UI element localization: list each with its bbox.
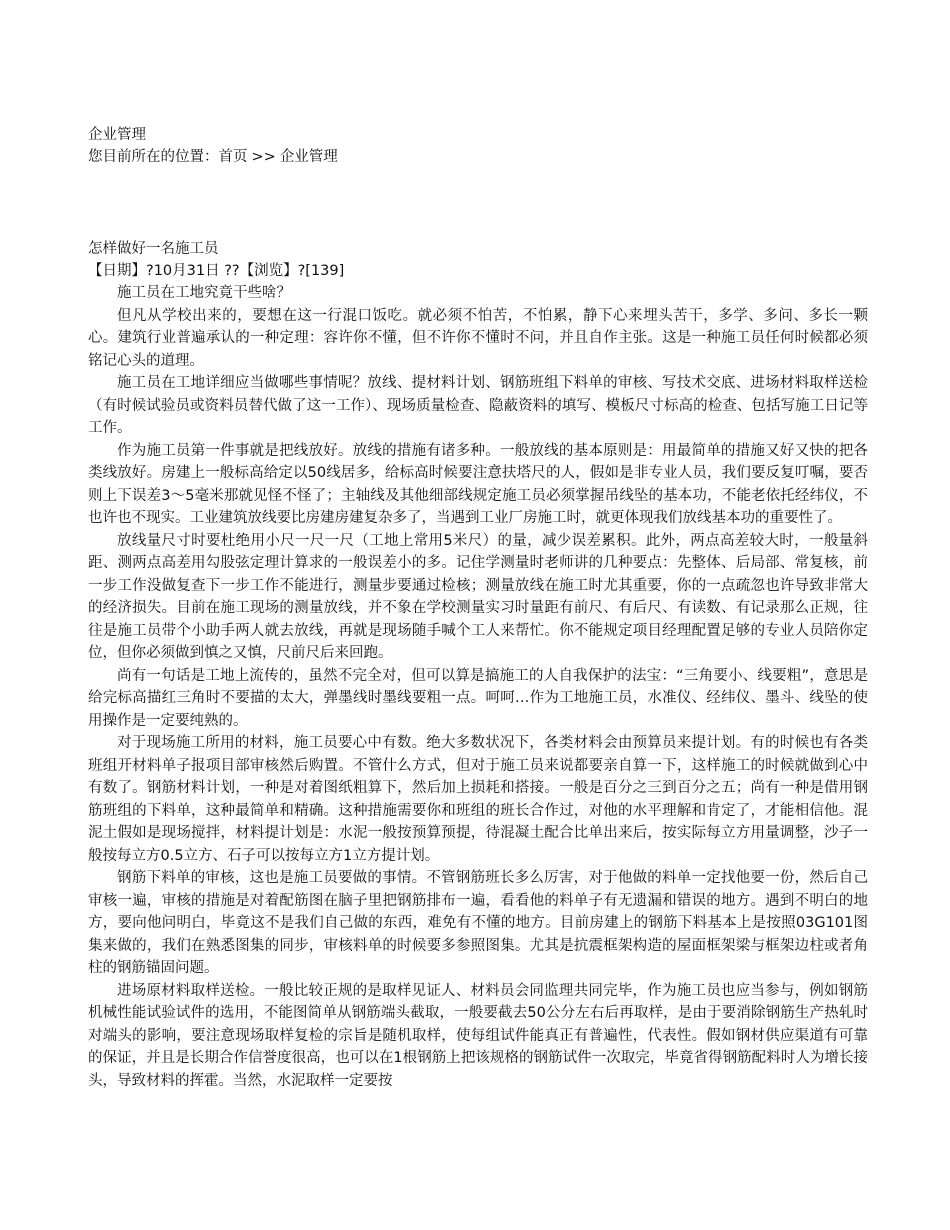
article-title: 怎样做好一名施工员 [88, 241, 219, 257]
article-paragraph: 施工员在工地究竟干些啥？ [117, 285, 291, 301]
breadcrumb-separator: >> [251, 149, 276, 165]
breadcrumb-current-link[interactable]: 企业管理 [279, 149, 338, 165]
article-paragraph: 钢筋下料单的审核，这也是施工员要做的事情。不管钢筋班长多么厉害，对于他做的料单一定找他要一份，然后自己审核一遍，审核的措施是对着配筋图在脑子里把钢筋排布一遍，看看他的料单子有无遗漏和错误的地方。遇到不明白的地方，要向他问明白，毕竟这不是我们自己做的东西，难免有不懂的地方。目前房建上的钢筋下料基本上是按照03G101图集来做的，我们在熟悉图集的同步，审核料单的时候要多参照图集。尤其是抗震框架构造的屋面框架梁与框架边柱或者角柱的钢筋锚固问题。 [88, 870, 868, 976]
article-paragraph: 但凡从学校出来的，要想在这一行混口饭吃。就必须不怕苦，不怕累，静下心来埋头苦干，多学、多问、多长一颗心。建筑行业普遍承认的一种定理：容许你不懂，但不许你不懂时不问，并且自作主张。这是一种施工员任何时候都必须铭记心头的道理。 [88, 307, 868, 369]
article-paragraph: 对于现场施工所用的材料，施工员要心中有数。绝大多数状况下，各类材料会由预算员来提计划。有的时候也有各类班组开材料单子报项目部审核然后购置。不管什么方式，但对于施工员来说都要亲自算一下，这样施工的时候就做到心中有数了。钢筋材料计划，一种是对着图纸粗算下，然后加上损耗和搭接。一般是百分之三到百分之五；尚有一种是借用钢筋班组的下料单，这种最简单和精确。这种措施需要你和班组的班长合作过，对他的水平理解和肯定了，才能相信他。混泥土假如是现场搅拌，材料提计划是：水泥一般按预算预提，待混凝土配合比单出来后，按实际每立方用量调整，沙子一般按每立方0.5立方、石子可以按每立方1立方提计划。 [88, 735, 868, 864]
article-paragraph: 进场原材料取样送检。一般比较正规的是取样见证人、材料员会同监理共同完毕，作为施工员也应当参与，例如钢筋机械性能试验试件的选用，不能图简单从钢筋端头截取，一般要截去50公分左右后再取样，是由于要消除钢筋生产热轧时对端头的影响，要注意现场取样复检的宗旨是随机取样，使每组试件能真正有普遍性，代表性。假如钢材供应渠道有可靠的保证，并且是长期合作信誉度很高，也可以在1根钢筋上把该规格的钢筋试件一次取完，毕竟省得钢筋配料时人为增长接头，导致材料的挥霍。当然，水泥取样一定要按 [88, 982, 868, 1089]
page-header [88, 124, 868, 168]
page-content [88, 124, 868, 1092]
article-meta: 【日期】?10月31日 ??【浏览】?[139] [88, 263, 345, 279]
article-paragraph: 尚有一句话是工地上流传的，虽然不完全对，但可以算是搞施工的人自我保护的法宝：“三角要小、线要粗”，意思是给完标高描红三角时不要描的太大，弹墨线时墨线要粗一点。呵呵…作为工地施工员，水准仪、经纬仪、墨斗、线坠的使用操作是一定要纯熟的。 [88, 667, 868, 729]
article [88, 238, 868, 1092]
article-paragraph: 放线量尺寸时要杜绝用小尺一尺一尺（工地上常用5米尺）的量，减少误差累积。此外，两点高差较大时，一般量斜距、测两点高差用勾股弦定理计算求的一般误差小的多。记住学测量时老师讲的几种要点：先整体、后局部、常复核，前一步工作没做复查下一步工作不能进行，测量步要通过检核；测量放线在施工时尤其重要，你的一点疏忽也许导致非常大的经济损失。目前在施工现场的测量放线，并不象在学校测量实习时量距有前尺、有后尺、有读数、有记录那么正规，往往是施工员带个小助手两人就去放线，再就是现场随手喊个工人来帮忙。你不能规定项目经理配置足够的专业人员陪你定位，但你必须做到慎之又慎，尺前尺后来回跑。 [88, 532, 868, 661]
breadcrumb-prefix: 您目前所在的位置： [88, 149, 219, 165]
section-title: 企业管理 [88, 127, 146, 143]
article-paragraph: 施工员在工地详细应当做哪些事情呢？放线、提材料计划、钢筋班组下料单的审核、写技术交底、进场材料取样送检（有时候试验员或资料员替代做了这一工作）、现场质量检查、隐蔽资料的填写、模板尺寸标高的检查、包括写施工日记等工作。 [88, 375, 868, 436]
breadcrumb-home-link[interactable]: 首页 [218, 149, 248, 165]
article-paragraph: 作为施工员第一件事就是把线放好。放线的措施有诸多种。一般放线的基本原则是：用最简单的措施又好又快的把各类线放好。房建上一般标高给定以50线居多，给标高时候要注意扶塔尺的人，假如是非专业人员，我们要反复叮嘱，要否则上下误差3～5毫米那就见怪不怪了；主轴线及其他细部线规定施工员必须掌握吊线坠的基本功，不能老依托经纬仪，不也许也不现实。工业建筑放线要比房建房建复杂多了，当遇到工业厂房施工时，就更体现我们放线基本功的重要性了。 [88, 442, 868, 526]
breadcrumb [88, 146, 868, 168]
